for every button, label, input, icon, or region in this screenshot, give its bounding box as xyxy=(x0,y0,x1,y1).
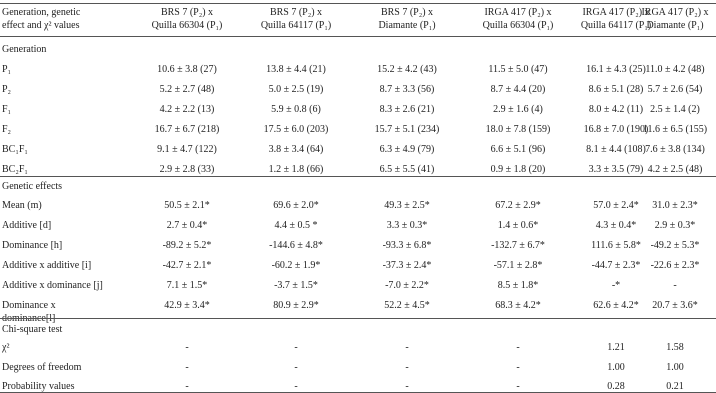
table-cell: 5.7 ± 2.6 (54) xyxy=(647,84,703,95)
table-cell: -49.2 ± 5.3* xyxy=(650,240,700,251)
header-first-line2: effect and χ² values xyxy=(2,20,80,31)
table-cell: 20.7 ± 3.6* xyxy=(652,300,698,311)
table-cell: 1.4 ± 0.6* xyxy=(497,220,539,231)
table-cell: 1.00 xyxy=(666,362,684,373)
table-cell: -132.7 ± 6.7* xyxy=(491,240,545,251)
table-cell: - xyxy=(405,362,409,373)
table-cell: 6.3 ± 4.9 (79) xyxy=(379,144,435,155)
section-title: Chi-square test xyxy=(2,324,63,335)
table-cell: 2.5 ± 1.4 (2) xyxy=(650,104,700,115)
table-cell: 0.28 xyxy=(607,381,625,392)
table-cell: 8.6 ± 5.1 (28) xyxy=(588,84,644,95)
header-first-line1: Generation, genetic xyxy=(2,7,81,18)
table-cell: - xyxy=(405,342,409,353)
col-header-6-line2: Diamante (P₁) xyxy=(646,20,704,31)
col-header-2-line1: BRS 7 (P₂) x xyxy=(269,7,323,18)
table-cell: -57.1 ± 2.8* xyxy=(493,260,543,271)
table-cell: 16.1 ± 4.3 (25) xyxy=(586,64,646,75)
col-header-5-line2: Quilla 64117 (P₁) xyxy=(580,20,652,31)
table-cell: 2.7 ± 0.4* xyxy=(166,220,208,231)
row-label: Additive x dominance [j] xyxy=(2,280,103,291)
section-rule xyxy=(0,176,716,177)
table-cell: 67.2 ± 2.9* xyxy=(495,200,541,211)
table-cell: 3.8 ± 3.4 (64) xyxy=(268,144,324,155)
table-cell: 8.5 ± 1.8* xyxy=(497,280,539,291)
table-cell: 68.3 ± 4.2* xyxy=(495,300,541,311)
table-cell: - xyxy=(294,381,298,392)
table-cell: -60.2 ± 1.9* xyxy=(271,260,321,271)
table-cell: 1.58 xyxy=(666,342,684,353)
table-cell: 17.5 ± 6.0 (203) xyxy=(263,124,329,135)
table-cell: - xyxy=(185,362,189,373)
table-cell: 7.6 ± 3.8 (134) xyxy=(645,144,705,155)
col-header-1-line1: BRS 7 (P₂) x xyxy=(160,7,214,18)
table-cell: 62.6 ± 4.2* xyxy=(593,300,639,311)
table-cell: 18.0 ± 7.8 (159) xyxy=(485,124,551,135)
row-label: Probability values xyxy=(2,381,75,392)
row-label: Dominance [h] xyxy=(2,240,63,251)
table-cell: 2.9 ± 1.6 (4) xyxy=(493,104,543,115)
table-cell: 52.2 ± 4.5* xyxy=(384,300,430,311)
col-header-5-line1: IRGA 417 (P₂) x xyxy=(582,7,650,18)
table-cell: - xyxy=(185,342,189,353)
row-label: dominance[l] xyxy=(2,313,56,324)
table-cell: 57.0 ± 2.4* xyxy=(593,200,639,211)
table-cell: 11.0 ± 4.2 (48) xyxy=(645,64,705,75)
table-cell: - xyxy=(673,280,677,291)
table-cell: 80.9 ± 2.9* xyxy=(273,300,319,311)
table-cell: 15.2 ± 4.2 (43) xyxy=(377,64,437,75)
table-cell: 4.3 ± 0.4* xyxy=(595,220,637,231)
row-label: Mean (m) xyxy=(2,200,42,211)
table-cell: 0.21 xyxy=(666,381,684,392)
table-cell: 3.3 ± 3.5 (79) xyxy=(588,164,644,175)
table-cell: 8.7 ± 3.3 (56) xyxy=(379,84,435,95)
table-cell: 50.5 ± 2.1* xyxy=(164,200,210,211)
table-cell: 15.7 ± 5.1 (234) xyxy=(374,124,440,135)
table-cell: - xyxy=(516,342,520,353)
table-cell: 5.0 ± 2.5 (19) xyxy=(268,84,324,95)
table-cell: 111.6 ± 5.8* xyxy=(591,240,641,251)
table-cell: - xyxy=(516,362,520,373)
table-cell: 4.4 ± 0.5 * xyxy=(274,220,318,231)
table-cell: 11.6 ± 6.5 (155) xyxy=(642,124,708,135)
section-title: Genetic effects xyxy=(2,181,63,192)
table-cell: 16.8 ± 7.0 (190) xyxy=(583,124,649,135)
section-rule xyxy=(0,318,716,319)
row-label: Additive x additive [i] xyxy=(2,260,92,271)
table-top-rule xyxy=(0,3,716,4)
row-label: χ² xyxy=(2,342,10,353)
table-cell: 8.3 ± 2.6 (21) xyxy=(379,104,435,115)
row-label: F₁ xyxy=(2,104,12,115)
table-cell: 1.00 xyxy=(607,362,625,373)
table-cell: - xyxy=(405,381,409,392)
col-header-6-line1: IRGA 417 (P₂) x xyxy=(641,7,709,18)
table-cell: 16.7 ± 6.7 (218) xyxy=(154,124,220,135)
table-cell: 8.0 ± 4.2 (11) xyxy=(588,104,644,115)
table-cell: 8.7 ± 4.4 (20) xyxy=(490,84,546,95)
table-cell: - xyxy=(185,381,189,392)
col-header-4-line2: Quilla 66304 (P₁) xyxy=(482,20,554,31)
col-header-2-line2: Quilla 64117 (P₁) xyxy=(260,20,332,31)
col-header-3-line2: Diamante (P₁) xyxy=(378,20,436,31)
table-cell: 4.2 ± 2.5 (48) xyxy=(647,164,703,175)
table-cell: 8.1 ± 4.4 (108) xyxy=(586,144,646,155)
table-cell: 5.2 ± 2.7 (48) xyxy=(159,84,215,95)
table-cell: 49.3 ± 2.5* xyxy=(384,200,430,211)
table-cell: 6.5 ± 5.5 (41) xyxy=(379,164,435,175)
header-rule xyxy=(0,36,716,37)
table-cell: 11.5 ± 5.0 (47) xyxy=(488,64,548,75)
table-cell: 4.2 ± 2.2 (13) xyxy=(159,104,215,115)
table-cell: -3.7 ± 1.5* xyxy=(274,280,318,291)
table-cell: 1.2 ± 1.8 (66) xyxy=(268,164,324,175)
table-cell: 0.9 ± 1.8 (20) xyxy=(490,164,546,175)
table-cell: 6.6 ± 5.1 (96) xyxy=(490,144,546,155)
table-cell: -144.6 ± 4.8* xyxy=(269,240,323,251)
table-cell: 7.1 ± 1.5* xyxy=(166,280,208,291)
table-cell: 2.9 ± 0.3* xyxy=(654,220,696,231)
table-cell: 1.21 xyxy=(607,342,625,353)
table-cell: - xyxy=(516,381,520,392)
col-header-4-line1: IRGA 417 (P₂) x xyxy=(484,7,552,18)
row-label: F₂ xyxy=(2,124,12,135)
row-label: BC₂F₁ xyxy=(2,164,28,175)
col-header-1-line2: Quilla 66304 (P₁) xyxy=(151,20,223,31)
table-cell: -93.3 ± 6.8* xyxy=(382,240,432,251)
table-cell: 69.6 ± 2.0* xyxy=(273,200,319,211)
table-cell: 13.8 ± 4.4 (21) xyxy=(266,64,326,75)
table-cell: -44.7 ± 2.3* xyxy=(591,260,641,271)
table-cell: -89.2 ± 5.2* xyxy=(162,240,212,251)
table-cell: - xyxy=(294,362,298,373)
table-cell: 5.9 ± 0.8 (6) xyxy=(271,104,321,115)
section-title: Generation xyxy=(2,44,47,55)
table-cell: -42.7 ± 2.1* xyxy=(162,260,212,271)
table-cell: 3.3 ± 0.3* xyxy=(386,220,428,231)
table-cell: -37.3 ± 2.4* xyxy=(382,260,432,271)
table-cell: 2.9 ± 2.8 (33) xyxy=(159,164,215,175)
table-cell: -7.0 ± 2.2* xyxy=(385,280,429,291)
table-cell: 9.1 ± 4.7 (122) xyxy=(157,144,217,155)
col-header-3-line1: BRS 7 (P₂) x xyxy=(380,7,434,18)
row-label: P₁ xyxy=(2,64,12,75)
table-cell: - xyxy=(294,342,298,353)
table-cell: 42.9 ± 3.4* xyxy=(164,300,210,311)
table-cell: -* xyxy=(611,280,621,291)
row-label: Dominance x xyxy=(2,300,56,311)
table-cell: 31.0 ± 2.3* xyxy=(652,200,698,211)
row-label: BC₁F₁ xyxy=(2,144,28,155)
row-label: P₂ xyxy=(2,84,12,95)
table-cell: -22.6 ± 2.3* xyxy=(650,260,700,271)
table-cell: 10.6 ± 3.8 (27) xyxy=(157,64,217,75)
row-label: Additive [d] xyxy=(2,220,52,231)
row-label: Degrees of freedom xyxy=(2,362,82,373)
